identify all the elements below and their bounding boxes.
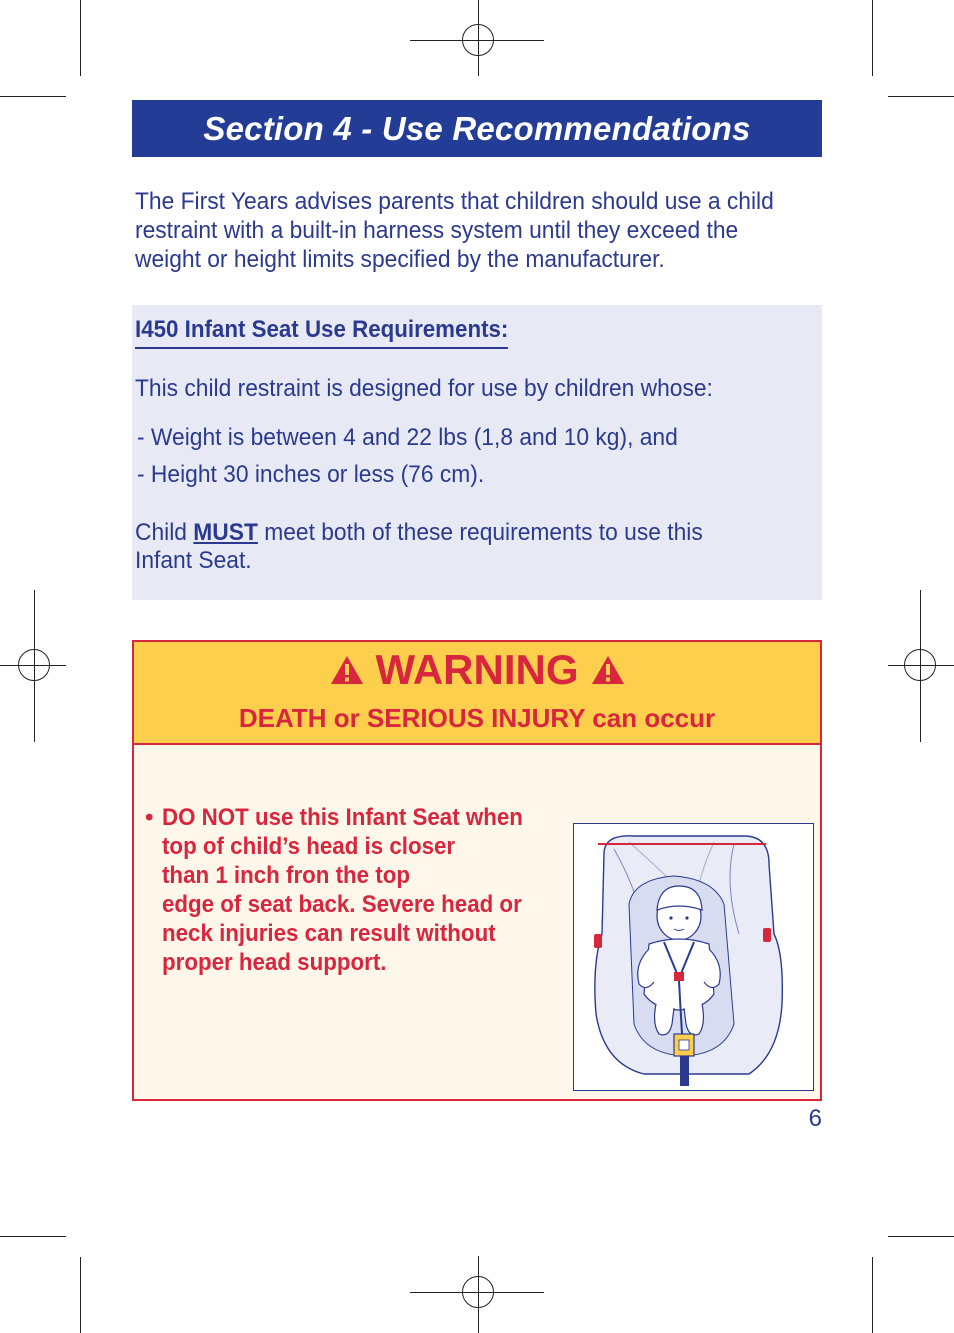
warning-line: edge of seat back. Severe head or (162, 891, 522, 918)
warning-line: DO NOT use this Infant Seat when (162, 804, 523, 831)
warning-line: top of child’s head is closer (162, 833, 456, 860)
warning-title: WARNING (375, 646, 579, 693)
warning-title-row (134, 646, 820, 694)
requirement-weight: - Weight is between 4 and 22 lbs (1,8 and 10 kg), and (137, 424, 678, 451)
warning-triangle-icon (591, 655, 625, 685)
warning-item (145, 803, 575, 977)
warning-line: neck injuries can result without (162, 920, 496, 947)
intro-line: restraint with a built-in harness system until they exceed the (135, 217, 739, 244)
infant-seat-illustration (573, 823, 814, 1091)
section-title: Section 4 - Use Recommendations (203, 109, 751, 147)
requirements-title: I450 Infant Seat Use Requirements: (135, 316, 508, 349)
page-number: 6 (808, 1105, 822, 1132)
warning-line: than 1 inch fron the top (162, 862, 410, 889)
must-emphasis: MUST (193, 519, 258, 546)
warning-line: proper head support. (162, 949, 387, 976)
must-prefix: Child (135, 519, 194, 546)
warning-triangle-icon (330, 655, 364, 685)
bullet-icon: • (145, 804, 154, 831)
requirements-must-line (135, 518, 703, 547)
infant-seat-drawing (574, 824, 812, 1089)
requirements-lead: This child restraint is designed for use by children whose: (135, 375, 713, 402)
intro-line: weight or height limits specified by the manufacturer. (135, 246, 665, 273)
intro-paragraph (135, 187, 805, 274)
must-suffix: meet both of these requirements to use this (257, 519, 703, 546)
intro-line: The First Years advises parents that children should use a child (135, 188, 774, 215)
requirements-must-line-2: Infant Seat. (135, 547, 252, 574)
warning-subtitle: DEATH or SERIOUS INJURY can occur (238, 703, 716, 733)
requirement-height: - Height 30 inches or less (76 cm). (137, 461, 485, 488)
section-title-bar (132, 100, 822, 157)
